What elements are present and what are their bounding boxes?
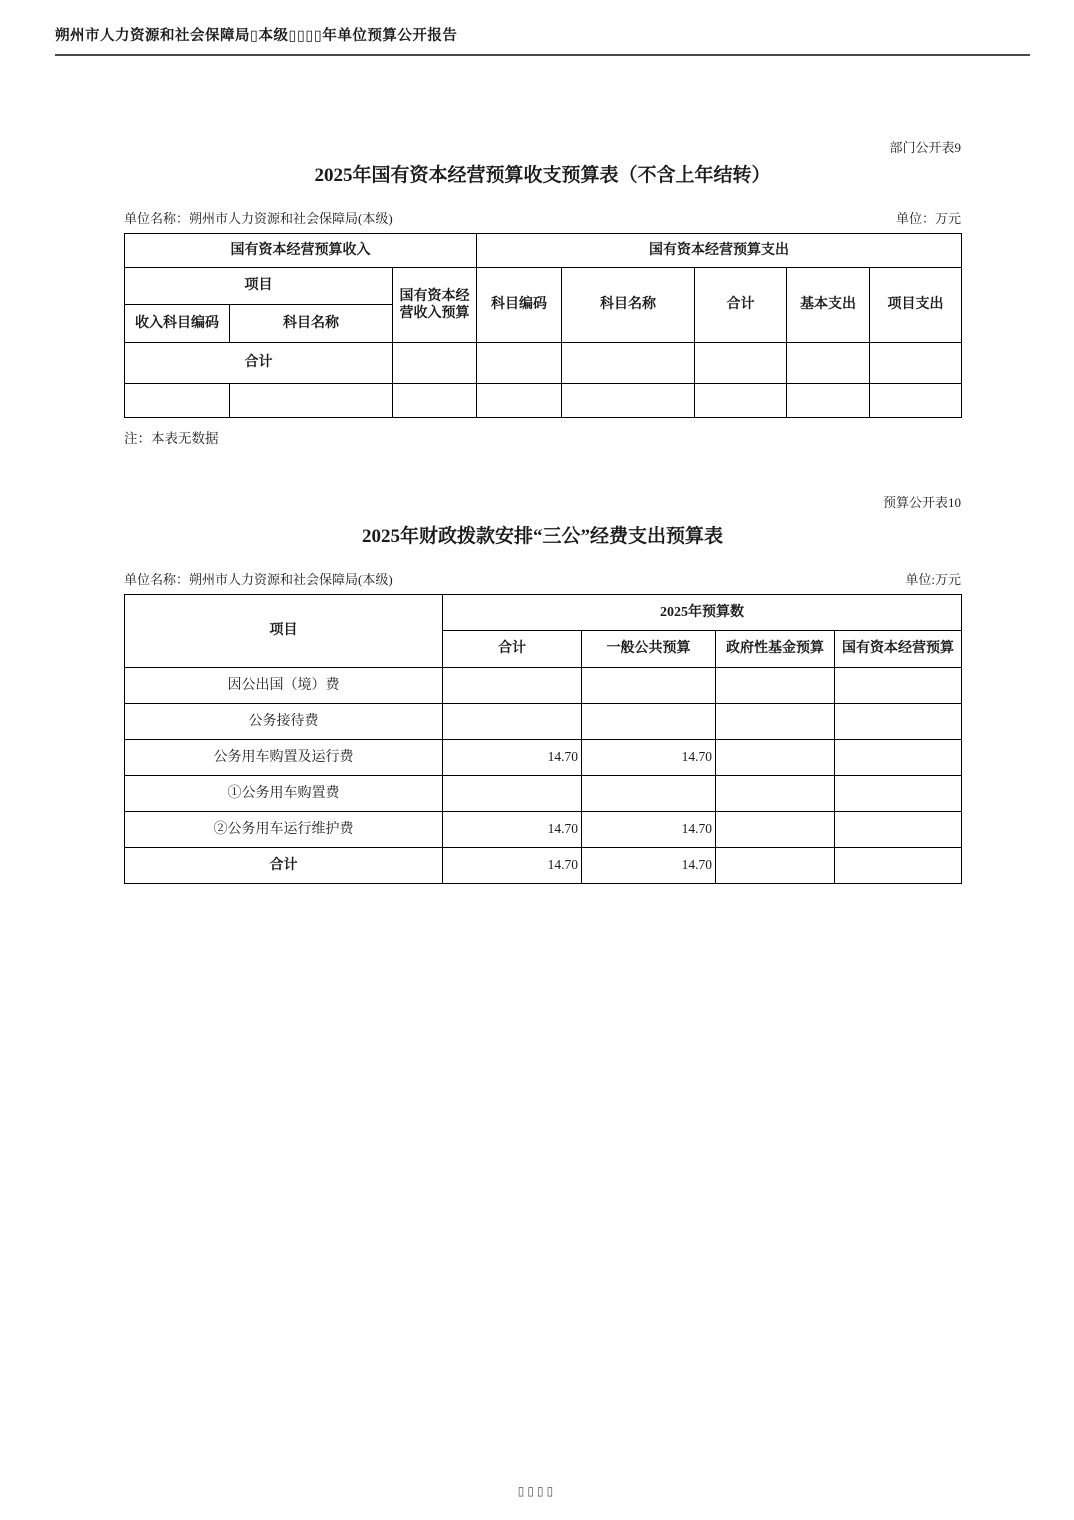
value-cell [716, 704, 835, 740]
table-row [125, 740, 962, 776]
income-code-header: 收入科目编码 [125, 305, 230, 343]
value-cell [835, 812, 962, 848]
row-label: 公务接待费 [125, 704, 443, 740]
value-cell [582, 776, 716, 812]
value-cell [835, 776, 962, 812]
sheet-label-9: 部门公开表9 [889, 140, 961, 155]
empty-cell [393, 384, 477, 418]
state-capital-budget-table [124, 233, 962, 418]
value-cell [835, 740, 962, 776]
value-cell [443, 704, 582, 740]
table2-unit-name: 单位名称：朔州市人力资源和社会保障局(本级) [124, 572, 393, 587]
table1-meta-row [124, 208, 961, 227]
value-cell [716, 668, 835, 704]
value-cell: 14.70 [582, 848, 716, 884]
value-cell [716, 812, 835, 848]
total-row-label: 合计 [125, 343, 393, 384]
income-group-header: 国有资本经营预算收入 [125, 234, 477, 268]
row-label: ①公务用车购置费 [125, 776, 443, 812]
table-row [125, 704, 962, 740]
expense-name-header: 科目名称 [562, 268, 695, 343]
value-cell [716, 740, 835, 776]
income-budget-header: 国有资本经营收入预算 [393, 268, 477, 343]
year-group-header: 2025年预算数 [443, 595, 962, 631]
col-header-state-capital-budget: 国有资本经营预算 [835, 631, 962, 668]
empty-cell [477, 343, 562, 384]
value-cell: 14.70 [582, 740, 716, 776]
row-label: 公务用车购置及运行费 [125, 740, 443, 776]
value-cell: 14.70 [443, 848, 582, 884]
value-cell [716, 848, 835, 884]
value-cell [443, 776, 582, 812]
value-cell: 14.70 [582, 812, 716, 848]
table2-title: 2025年财政拨款安排“三公”经费支出预算表 [361, 526, 723, 547]
empty-cell [230, 384, 393, 418]
expense-code-header: 科目编码 [477, 268, 562, 343]
table1-unit-name: 单位名称：朔州市人力资源和社会保障局(本级) [124, 211, 393, 226]
col-header-gov-fund-budget: 政府性基金预算 [716, 631, 835, 668]
table2-unit: 单位:万元 [905, 572, 961, 587]
table2-meta-row [124, 569, 961, 588]
empty-cell [695, 384, 787, 418]
table-row [125, 384, 962, 418]
empty-cell [695, 343, 787, 384]
empty-cell [562, 384, 695, 418]
table-row [125, 812, 962, 848]
item-header: 项目 [125, 595, 443, 668]
empty-cell [870, 384, 962, 418]
income-name-header: 科目名称 [230, 305, 393, 343]
empty-cell [562, 343, 695, 384]
row-label: 因公出国（境）费 [125, 668, 443, 704]
value-cell [582, 704, 716, 740]
page-header-title: 朔州市人力资源和社会保障局▯本级▯▯▯▯年单位预算公开报告 [55, 28, 458, 44]
table1-title: 2025年国有资本经营预算收支预算表（不含上年结转） [314, 165, 771, 186]
col-header-general-budget: 一般公共预算 [582, 631, 716, 668]
table-row [125, 848, 962, 884]
value-cell: 14.70 [443, 812, 582, 848]
value-cell [443, 668, 582, 704]
empty-cell [125, 384, 230, 418]
value-cell [835, 668, 962, 704]
empty-cell [787, 384, 870, 418]
empty-cell [787, 343, 870, 384]
expense-group-header: 国有资本经营预算支出 [477, 234, 962, 268]
row-label: ②公务用车运行维护费 [125, 812, 443, 848]
col-header-total: 合计 [443, 631, 582, 668]
value-cell [582, 668, 716, 704]
table-row [125, 343, 962, 384]
value-cell [716, 776, 835, 812]
empty-cell [477, 384, 562, 418]
value-cell [835, 704, 962, 740]
three-public-expense-table [124, 594, 962, 884]
table1-unit: 单位：万元 [895, 211, 961, 226]
project-header: 项目 [125, 268, 393, 305]
empty-cell [393, 343, 477, 384]
value-cell [835, 848, 962, 884]
table-row [125, 776, 962, 812]
sheet-label-10: 预算公开表10 [882, 495, 961, 510]
empty-cell [870, 343, 962, 384]
table1-note: 注：本表无数据 [124, 431, 219, 446]
table-row [125, 668, 962, 704]
value-cell: 14.70 [443, 740, 582, 776]
page-number-marks: ▯▯▯▯ [517, 1484, 557, 1498]
project-expense-header: 项目支出 [870, 268, 962, 343]
total-header: 合计 [695, 268, 787, 343]
total-row-label: 合计 [125, 848, 443, 884]
document-body [124, 0, 961, 884]
basic-expense-header: 基本支出 [787, 268, 870, 343]
